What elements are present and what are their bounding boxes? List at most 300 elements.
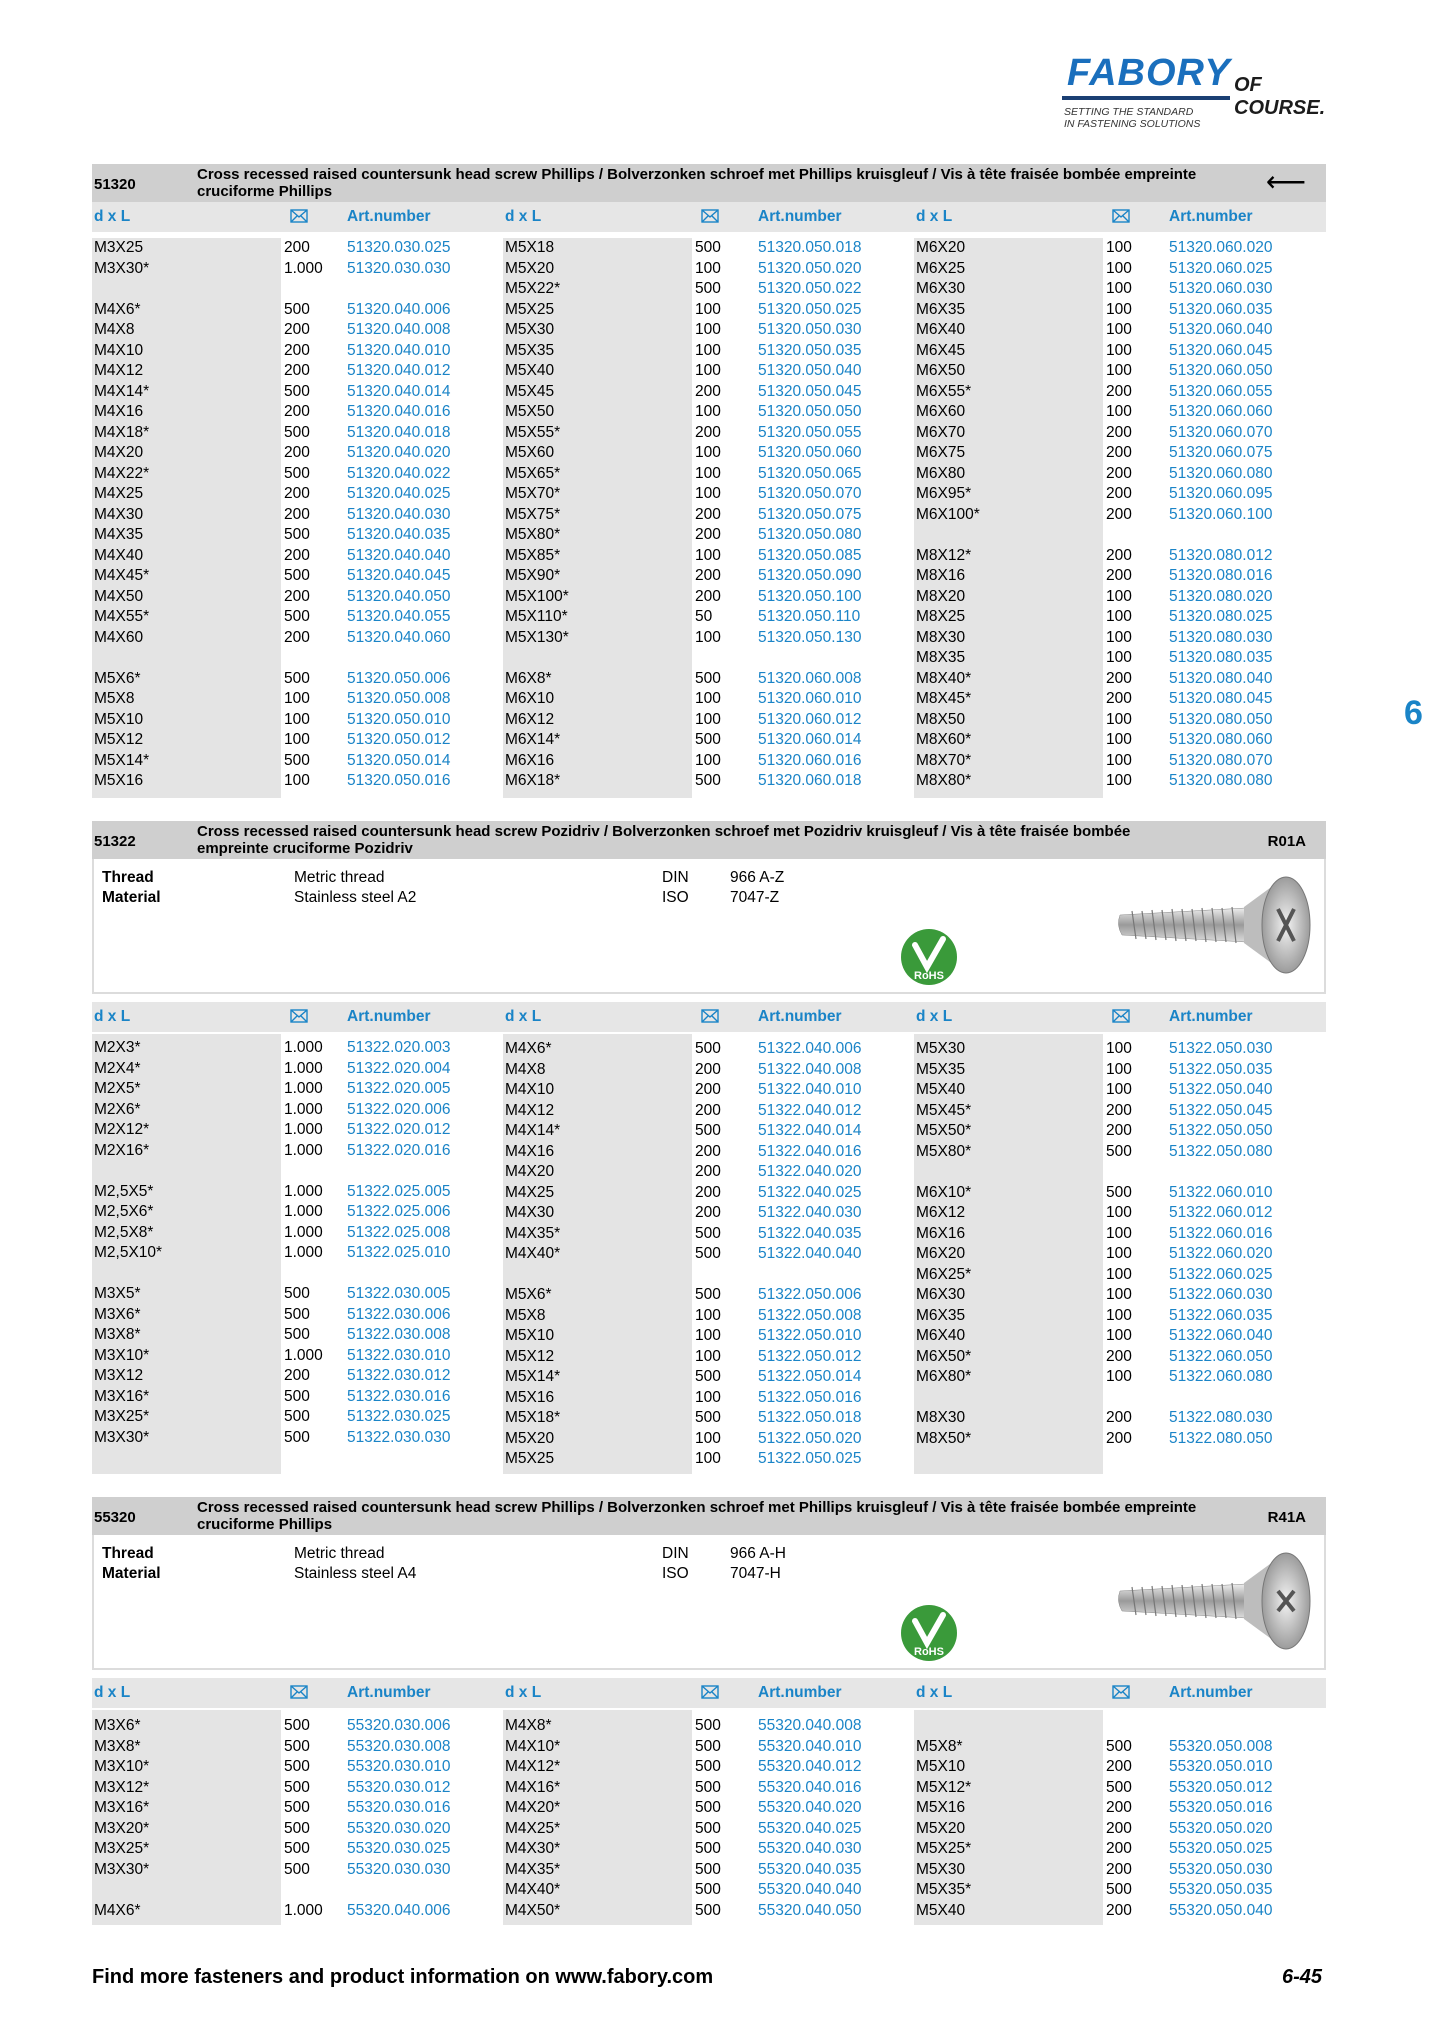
table-row: [914, 402, 1325, 423]
article-number-link[interactable]: 51320.080.016: [1169, 567, 1273, 584]
article-number-link[interactable]: 51320.060.016: [758, 751, 862, 769]
size-cell: M3X8*: [94, 1326, 141, 1343]
size-cell: M4X10: [94, 341, 144, 359]
article-number-link[interactable]: 51322.020.004: [347, 1059, 451, 1077]
quantity-cell: 200: [1106, 1860, 1132, 1878]
article-number-link[interactable]: 51320.050.006: [347, 669, 451, 687]
quantity-cell: 500: [284, 300, 310, 318]
quantity-cell: 1.000: [284, 1901, 323, 1919]
article-number-link[interactable]: 51320.040.008: [347, 321, 451, 338]
article-number-link[interactable]: 51322.050.035: [1169, 1060, 1273, 1078]
article-number-link[interactable]: 51320.080.060: [1169, 731, 1273, 748]
quantity-cell: 200: [1106, 423, 1132, 441]
art-number-header: Art.number: [758, 1684, 842, 1701]
table-row: [503, 1285, 914, 1306]
article-number-link[interactable]: 51322.060.035: [1169, 1306, 1273, 1324]
table-row: [914, 669, 1325, 690]
table-row: [503, 1901, 914, 1922]
article-number-link[interactable]: 51320.060.040: [1169, 321, 1273, 338]
quantity-cell: 500: [695, 280, 721, 297]
article-number-link[interactable]: 51320.050.070: [758, 485, 862, 502]
article-number-link[interactable]: 55320.050.025: [1169, 1840, 1273, 1857]
article-number-link[interactable]: 51320.080.040: [1169, 669, 1273, 687]
article-number-link[interactable]: 51320.050.014: [347, 751, 451, 769]
article-number-link[interactable]: 55320.040.030: [758, 1840, 862, 1857]
article-number-link[interactable]: 51322.060.020: [1169, 1245, 1273, 1262]
article-number-link[interactable]: 51320.080.025: [1169, 608, 1273, 625]
quantity-cell: 500: [284, 423, 310, 441]
quantity-cell: 200: [695, 567, 721, 584]
table-row: [914, 1901, 1325, 1922]
article-number-link[interactable]: 51320.050.110: [758, 608, 861, 625]
article-number-link[interactable]: 51320.050.085: [758, 546, 862, 564]
article-number-link[interactable]: 51320.060.095: [1169, 485, 1273, 502]
article-number-link[interactable]: 51322.040.035: [758, 1224, 862, 1242]
size-cell: M6X60: [916, 403, 966, 420]
article-number-link[interactable]: 51322.030.010: [347, 1346, 451, 1364]
article-number-link[interactable]: 51320.050.008: [347, 690, 451, 707]
article-number-link[interactable]: 51320.060.012: [758, 710, 862, 728]
table-row: [503, 238, 914, 259]
article-number-link[interactable]: 51320.060.030: [1169, 280, 1273, 297]
article-number-link[interactable]: 51322.020.016: [347, 1141, 451, 1159]
table-column: [503, 1710, 914, 1925]
article-number-link[interactable]: 51322.050.020: [758, 1429, 862, 1447]
size-cell: M5X60: [505, 444, 555, 461]
article-number-link[interactable]: 51320.060.010: [758, 690, 862, 707]
table-row: [92, 1141, 503, 1162]
article-number-link[interactable]: 51322.060.050: [1169, 1347, 1273, 1365]
quantity-cell: 200: [695, 1101, 721, 1119]
size-cell: M5X20: [505, 259, 555, 277]
article-number-link[interactable]: 51320.040.018: [347, 423, 451, 441]
table-row: [503, 1060, 914, 1081]
size-cell: M6X95*: [916, 485, 972, 502]
article-number-link[interactable]: 55320.030.030: [347, 1860, 451, 1878]
table-row: [92, 361, 503, 382]
article-number-link[interactable]: 55320.040.016: [758, 1778, 862, 1796]
section-code: 55320: [94, 1509, 136, 1526]
quantity-cell: 100: [1106, 608, 1132, 625]
article-number-link[interactable]: 55320.040.020: [758, 1799, 862, 1816]
article-number-link[interactable]: 55320.050.016: [1169, 1799, 1273, 1816]
size-cell: M3X30*: [94, 1428, 150, 1446]
article-number-link[interactable]: 51320.060.075: [1169, 444, 1273, 461]
quantity-cell: 500: [284, 1717, 310, 1734]
logo-tagline-line-2: IN FASTENING SOLUTIONS: [1064, 118, 1201, 130]
article-number-link[interactable]: 51320.060.025: [1169, 259, 1273, 277]
quantity-cell: 100: [695, 362, 721, 379]
article-number-link[interactable]: 55320.030.016: [347, 1799, 451, 1816]
size-cell: M4X6*: [94, 1901, 141, 1919]
size-cell: M5X35*: [916, 1881, 972, 1898]
quantity-cell: 100: [695, 444, 721, 461]
article-number-link[interactable]: 55320.040.050: [758, 1901, 862, 1919]
article-number-link[interactable]: 51322.060.010: [1169, 1183, 1273, 1201]
article-number-link[interactable]: 51322.025.006: [347, 1203, 451, 1220]
table-row: [503, 1080, 914, 1101]
article-number-link[interactable]: 51322.040.030: [758, 1204, 862, 1221]
article-number-link[interactable]: 51320.080.045: [1169, 690, 1273, 707]
article-number-link[interactable]: 51322.020.003: [347, 1039, 451, 1056]
table-row: [914, 689, 1325, 710]
article-number-link[interactable]: 51320.080.020: [1169, 587, 1273, 605]
article-number-link[interactable]: 51320.060.060: [1169, 403, 1273, 420]
article-number-link[interactable]: 51320.050.075: [758, 505, 862, 523]
size-cell: M2,5X8*: [94, 1223, 154, 1241]
article-number-link[interactable]: 51322.080.030: [1169, 1409, 1273, 1426]
table-row: [503, 1244, 914, 1265]
article-number-link[interactable]: 55320.040.035: [758, 1860, 862, 1878]
article-number-link[interactable]: 51320.040.055: [347, 608, 451, 625]
article-number-link[interactable]: 51322.030.030: [347, 1428, 451, 1446]
article-number-link[interactable]: 51320.060.080: [1169, 464, 1273, 482]
table-row: [503, 628, 914, 649]
article-number-link[interactable]: 51322.080.050: [1169, 1429, 1273, 1447]
table-row: [92, 1120, 503, 1141]
table-row: [92, 505, 503, 526]
article-number-link[interactable]: 51320.050.100: [758, 587, 862, 605]
article-number-link[interactable]: 51322.030.006: [347, 1305, 451, 1323]
article-number-link[interactable]: 51320.060.018: [758, 772, 862, 789]
quantity-cell: 100: [1106, 628, 1132, 646]
article-number-link[interactable]: 55320.050.012: [1169, 1778, 1273, 1796]
dxl-header: d x L: [94, 1008, 131, 1025]
table-row: [914, 1080, 1325, 1101]
article-number-link[interactable]: 51320.040.014: [347, 382, 451, 400]
size-cell: M6X50*: [916, 1347, 972, 1365]
article-number-link[interactable]: 51320.050.012: [347, 731, 451, 748]
size-cell: M4X16: [505, 1142, 555, 1160]
size-cell: M3X25: [94, 239, 144, 256]
article-number-link[interactable]: 51320.080.080: [1169, 772, 1273, 789]
table-row: [914, 1183, 1325, 1204]
article-number-link[interactable]: 51320.030.030: [347, 259, 451, 277]
article-number-link[interactable]: 51320.080.035: [1169, 649, 1273, 666]
table-row: [914, 259, 1325, 280]
article-number-link[interactable]: 51322.050.080: [1169, 1142, 1273, 1160]
spacer: [92, 994, 1326, 1002]
table-row: [914, 1039, 1325, 1060]
table-row: [914, 1203, 1325, 1224]
quantity-cell: 500: [284, 382, 310, 400]
article-number-link[interactable]: 51320.040.010: [347, 341, 451, 359]
quantity-cell: 100: [695, 1347, 721, 1365]
article-number-link[interactable]: 55320.050.040: [1169, 1901, 1273, 1919]
article-number-link[interactable]: 51320.050.025: [758, 300, 862, 318]
quantity-cell: 100: [1106, 1306, 1132, 1324]
article-number-link[interactable]: 55320.030.006: [347, 1717, 451, 1734]
art-number-header: Art.number: [1169, 208, 1253, 225]
article-number-link[interactable]: 51320.060.045: [1169, 341, 1273, 359]
article-number-link[interactable]: 51320.080.012: [1169, 546, 1273, 564]
table-row: [914, 1060, 1325, 1081]
table-row: [92, 607, 503, 628]
table-row: [503, 587, 914, 608]
table-column: [92, 238, 503, 798]
quantity-cell: 200: [284, 341, 310, 359]
article-number-link[interactable]: 51322.030.012: [347, 1367, 451, 1384]
quantity-cell: 200: [695, 1204, 721, 1221]
quantity-cell: 1.000: [284, 1039, 323, 1056]
article-number-link[interactable]: 51322.020.012: [347, 1121, 451, 1138]
size-cell: M3X25*: [94, 1840, 150, 1857]
quantity-cell: 1.000: [284, 1346, 323, 1364]
size-cell: M4X10*: [505, 1737, 561, 1755]
quantity-cell: 200: [1106, 1429, 1132, 1447]
size-cell: M5X55*: [505, 423, 561, 441]
article-number-link[interactable]: 51322.030.008: [347, 1326, 451, 1343]
article-number-link[interactable]: 51322.040.010: [758, 1081, 862, 1098]
article-number-link[interactable]: 51320.050.016: [347, 772, 451, 789]
size-cell: M6X45: [916, 341, 966, 359]
article-number-link[interactable]: 51320.040.006: [347, 300, 451, 318]
table-row: [914, 566, 1325, 587]
table-row: [92, 1325, 503, 1346]
article-number-link[interactable]: 51320.050.060: [758, 444, 862, 461]
size-cell: M2X16*: [94, 1141, 150, 1159]
column-header-row: [92, 1678, 1326, 1708]
size-cell: M5X30: [916, 1860, 966, 1878]
article-number-link[interactable]: 51320.060.014: [758, 731, 862, 748]
article-number-link[interactable]: 55320.030.008: [347, 1737, 451, 1755]
article-number-link[interactable]: 55320.050.010: [1169, 1758, 1273, 1775]
article-number-link[interactable]: 51322.040.014: [758, 1122, 862, 1139]
article-number-link[interactable]: 55320.030.025: [347, 1840, 451, 1857]
article-number-link[interactable]: 51322.060.025: [1169, 1265, 1273, 1283]
table-row: [503, 259, 914, 280]
column-header-group: [503, 1002, 914, 1032]
table-row: [92, 1284, 503, 1305]
envelope-icon: [290, 1009, 308, 1028]
size-cell: M6X14*: [505, 731, 561, 748]
article-number-link[interactable]: 51320.040.016: [347, 403, 451, 420]
article-number-link[interactable]: 55320.040.040: [758, 1881, 862, 1898]
article-number-link[interactable]: 55320.050.020: [1169, 1819, 1273, 1837]
article-number-link[interactable]: 51322.025.005: [347, 1182, 451, 1200]
article-number-link[interactable]: 51320.040.040: [347, 546, 451, 564]
article-number-link[interactable]: 51320.050.055: [758, 423, 862, 441]
article-number-link[interactable]: 51320.040.045: [347, 567, 451, 584]
size-cell: M4X20: [94, 444, 144, 461]
article-number-link[interactable]: 51320.080.050: [1169, 710, 1273, 728]
article-number-link[interactable]: 51322.050.025: [758, 1450, 862, 1467]
article-number-link[interactable]: 51322.050.008: [758, 1306, 862, 1324]
article-number-link[interactable]: 51320.050.010: [347, 710, 451, 728]
article-number-link[interactable]: 51320.050.045: [758, 382, 862, 400]
article-number-link[interactable]: 51322.050.018: [758, 1409, 862, 1426]
article-number-link[interactable]: 55320.040.006: [347, 1901, 451, 1919]
size-cell: M4X8*: [505, 1717, 552, 1734]
article-number-link[interactable]: 51320.040.012: [347, 362, 451, 379]
size-cell: M8X30: [916, 628, 966, 646]
article-number-link[interactable]: 55320.040.012: [758, 1758, 862, 1775]
article-number-link[interactable]: 55320.040.025: [758, 1819, 862, 1837]
article-number-link[interactable]: 51322.050.050: [1169, 1122, 1273, 1139]
fabory-logo: [1062, 52, 1352, 142]
article-number-link[interactable]: 51320.060.035: [1169, 300, 1273, 318]
article-number-link[interactable]: 51322.030.025: [347, 1408, 451, 1425]
size-cell: M6X70: [916, 423, 966, 441]
article-number-link[interactable]: 51320.050.022: [758, 280, 862, 297]
table-row: [914, 300, 1325, 321]
quantity-cell: 500: [695, 1245, 721, 1262]
table-row: [914, 1101, 1325, 1122]
table-row: [503, 1039, 914, 1060]
article-number-link[interactable]: 51322.040.040: [758, 1245, 862, 1262]
article-number-link[interactable]: 51322.050.045: [1169, 1101, 1273, 1119]
article-number-link[interactable]: 51320.040.050: [347, 587, 451, 605]
article-number-link[interactable]: 51320.050.030: [758, 321, 862, 338]
article-number-link[interactable]: 51320.060.100: [1169, 505, 1273, 523]
article-number-link[interactable]: 51320.060.050: [1169, 362, 1273, 379]
article-number-link[interactable]: 51322.040.025: [758, 1183, 862, 1201]
article-number-link[interactable]: 51322.030.016: [347, 1387, 451, 1405]
article-number-link[interactable]: 51322.060.016: [1169, 1224, 1273, 1242]
article-number-link[interactable]: 51322.050.016: [758, 1388, 862, 1406]
article-number-link[interactable]: 51320.060.020: [1169, 239, 1273, 256]
article-number-link[interactable]: 51322.060.012: [1169, 1204, 1273, 1221]
article-number-link[interactable]: 51322.050.040: [1169, 1081, 1273, 1098]
size-cell: M8X16: [916, 567, 966, 584]
size-cell: M5X25: [505, 1450, 555, 1467]
size-cell: M3X10*: [94, 1346, 150, 1364]
quantity-cell: 500: [695, 1409, 721, 1426]
size-cell: M4X25: [94, 485, 144, 502]
article-number-link[interactable]: 51320.040.022: [347, 464, 451, 482]
article-number-link[interactable]: 51320.050.050: [758, 403, 862, 420]
quantity-cell: 200: [284, 362, 310, 379]
table-row: [92, 525, 503, 546]
article-number-link[interactable]: 51322.060.040: [1169, 1327, 1273, 1344]
size-cell: M8X45*: [916, 690, 972, 707]
size-cell: M6X35: [916, 1306, 966, 1324]
article-number-link[interactable]: 51320.040.025: [347, 485, 451, 502]
quantity-cell: 500: [284, 1778, 310, 1796]
article-number-link[interactable]: 51320.050.130: [758, 628, 862, 646]
size-cell: M3X6*: [94, 1305, 141, 1323]
size-cell: M5X45*: [916, 1101, 972, 1119]
article-number-link[interactable]: 51322.040.008: [758, 1060, 862, 1078]
article-number-link[interactable]: 51320.050.035: [758, 341, 862, 359]
article-number-link[interactable]: 51320.040.035: [347, 526, 451, 543]
article-number-link[interactable]: 51322.040.012: [758, 1101, 862, 1119]
art-number-header: Art.number: [347, 208, 431, 225]
product-info-box: [92, 859, 1326, 994]
article-number-link[interactable]: 51320.050.018: [758, 239, 862, 256]
article-number-link[interactable]: 51322.060.080: [1169, 1368, 1273, 1385]
article-number-link[interactable]: 51320.040.030: [347, 505, 451, 523]
article-number-link[interactable]: 51322.020.005: [347, 1080, 451, 1097]
dxl-header: d x L: [505, 1684, 542, 1701]
quantity-cell: 500: [284, 1819, 310, 1837]
size-cell: M5X30: [505, 321, 555, 338]
size-cell: M6X20: [916, 1245, 966, 1262]
article-number-link[interactable]: 55320.050.035: [1169, 1881, 1273, 1898]
table-row: [914, 361, 1325, 382]
article-number-link[interactable]: 55320.030.010: [347, 1758, 451, 1775]
article-number-link[interactable]: 51322.050.010: [758, 1327, 862, 1344]
quantity-cell: 500: [284, 1305, 310, 1323]
size-cell: M5X8: [94, 690, 135, 707]
article-number-link[interactable]: 51322.025.008: [347, 1223, 451, 1241]
article-number-link[interactable]: 55320.030.012: [347, 1778, 451, 1796]
article-number-link[interactable]: 51320.030.025: [347, 239, 451, 256]
dxl-header: d x L: [916, 1684, 953, 1701]
article-number-link[interactable]: 55320.050.030: [1169, 1860, 1273, 1878]
logo-tagline-line-1: SETTING THE STANDARD: [1064, 106, 1194, 118]
article-number-link[interactable]: 51322.060.030: [1169, 1286, 1273, 1303]
article-number-link[interactable]: 55320.030.020: [347, 1819, 451, 1837]
article-number-link[interactable]: 55320.040.010: [758, 1737, 862, 1755]
article-number-link[interactable]: 51320.050.090: [758, 567, 862, 584]
table-row: [914, 1265, 1325, 1286]
quantity-cell: 100: [1106, 259, 1132, 277]
table-row: [92, 1387, 503, 1408]
article-number-link[interactable]: 51322.025.010: [347, 1244, 451, 1261]
article-number-link[interactable]: 51322.050.012: [758, 1347, 862, 1365]
article-number-link[interactable]: 51320.060.055: [1169, 382, 1273, 400]
article-number-link[interactable]: 51322.050.006: [758, 1286, 862, 1303]
article-number-link[interactable]: 51322.040.020: [758, 1163, 862, 1180]
article-number-link[interactable]: 51320.060.008: [758, 669, 862, 687]
quantity-cell: 100: [1106, 239, 1132, 256]
table-row: [914, 710, 1325, 731]
article-number-link[interactable]: 55320.040.008: [758, 1717, 862, 1734]
size-cell: M6X40: [916, 1327, 966, 1344]
article-number-link[interactable]: 51322.020.006: [347, 1100, 451, 1118]
quantity-cell: 200: [284, 505, 310, 523]
article-number-link[interactable]: 51322.040.016: [758, 1142, 862, 1160]
article-number-link[interactable]: 51320.080.030: [1169, 628, 1273, 646]
article-number-link[interactable]: 51320.040.020: [347, 444, 451, 461]
quantity-cell: 200: [284, 628, 310, 646]
article-number-link[interactable]: 51320.050.080: [758, 526, 862, 543]
article-number-link[interactable]: 51322.040.006: [758, 1040, 862, 1057]
table-row: [503, 279, 914, 300]
article-number-link[interactable]: 51322.050.030: [1169, 1040, 1273, 1057]
table-row: [92, 1182, 503, 1203]
article-number-link[interactable]: 51320.080.070: [1169, 751, 1273, 769]
article-number-link[interactable]: 51322.030.005: [347, 1285, 451, 1302]
article-number-link[interactable]: 51320.050.020: [758, 259, 862, 277]
article-number-link[interactable]: 51322.050.014: [758, 1368, 862, 1385]
article-number-link[interactable]: 51320.050.065: [758, 464, 862, 482]
table-row: [503, 525, 914, 546]
table-row: [503, 546, 914, 567]
table-row: [92, 1038, 503, 1059]
size-cell: M4X16*: [505, 1778, 561, 1796]
size-cell: M6X25*: [916, 1265, 972, 1283]
size-cell: M6X50: [916, 362, 966, 379]
article-number-link[interactable]: 51320.060.070: [1169, 423, 1273, 441]
size-cell: M5X14*: [505, 1368, 561, 1385]
size-cell: M4X35*: [505, 1224, 561, 1242]
size-cell: M4X25: [505, 1183, 555, 1201]
size-cell: M6X30: [916, 1286, 966, 1303]
logo-brand: FABORY: [1067, 52, 1231, 94]
rohs-icon: [899, 927, 959, 987]
article-number-link[interactable]: 51320.050.040: [758, 362, 862, 379]
quantity-cell: 500: [695, 669, 721, 687]
size-cell: M6X10: [505, 690, 555, 707]
article-number-link[interactable]: 55320.050.008: [1169, 1737, 1273, 1755]
screw-image: [1114, 1547, 1314, 1657]
quantity-cell: 100: [284, 731, 310, 748]
article-number-link[interactable]: 51320.040.060: [347, 628, 451, 646]
size-cell: M5X12*: [916, 1778, 972, 1796]
quantity-cell: 500: [284, 608, 310, 625]
